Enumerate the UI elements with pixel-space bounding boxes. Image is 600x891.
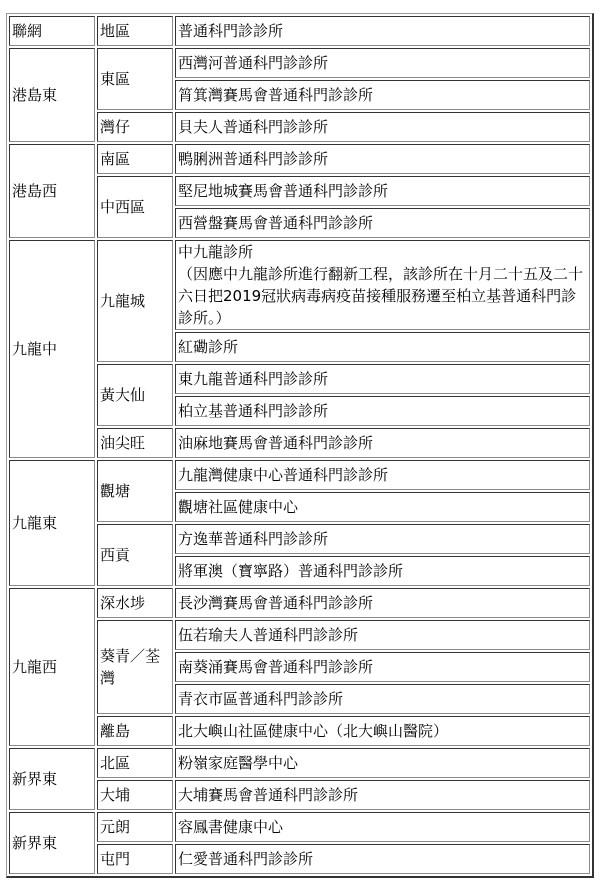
table-row	[9, 780, 590, 810]
cluster-cell: 新界東	[9, 812, 95, 874]
cluster-cell: 港島西	[9, 144, 95, 238]
clinic-cell: 大埔賽馬會普通科門診診所	[175, 780, 590, 810]
cluster-cell: 新界東	[9, 748, 95, 810]
table-row	[9, 460, 590, 490]
table-row	[9, 844, 590, 874]
district-cell: 離島	[97, 716, 173, 746]
clinic-cell: 鴨脷洲普通科門診診所	[175, 144, 590, 174]
district-cell: 元朗	[97, 812, 173, 842]
district-cell: 油尖旺	[97, 428, 173, 458]
district-cell: 東區	[97, 48, 173, 110]
clinic-cell: 油麻地賽馬會普通科門診診所	[175, 428, 590, 458]
cluster-cell: 九龍東	[9, 460, 95, 586]
clinic-cell: 南葵涌賽馬會普通科門診診所	[175, 652, 590, 682]
clinic-cell: 筲箕灣賽馬會普通科門診診所	[175, 80, 590, 110]
table-row	[9, 620, 590, 650]
table-row	[9, 240, 590, 330]
table-row	[9, 176, 590, 206]
table-row	[9, 716, 590, 746]
clinic-note: （因應中九龍診所進行翻新工程，該診所在十月二十五及二十六日把2019冠狀病毒病疫苗接種服務遷至柏立基普通科門診診所。）	[178, 265, 584, 327]
district-cell: 西貢	[97, 524, 173, 586]
clinic-cell: 方逸華普通科門診診所	[175, 524, 590, 554]
clinic-cell: 北大嶼山社區健康中心（北大嶼山醫院）	[175, 716, 590, 746]
district-cell: 北區	[97, 748, 173, 778]
district-cell: 灣仔	[97, 112, 173, 142]
table-row	[9, 112, 590, 142]
header-clinic: 普通科門診診所	[175, 16, 590, 46]
district-cell: 深水埗	[97, 588, 173, 618]
clinic-cell: 紅磡診所	[175, 332, 590, 362]
clinic-name: 中九龍診所	[178, 243, 254, 261]
table-row	[9, 812, 590, 842]
header-cluster: 聯網	[9, 16, 95, 46]
table-row	[9, 144, 590, 174]
clinic-cell: 西灣河普通科門診診所	[175, 48, 590, 78]
header-row	[9, 16, 590, 46]
header-district: 地區	[97, 16, 173, 46]
table-row	[9, 428, 590, 458]
clinic-cell: 堅尼地城賽馬會普通科門診診所	[175, 176, 590, 206]
cluster-cell: 九龍中	[9, 240, 95, 458]
clinic-cell: 九龍灣健康中心普通科門診診所	[175, 460, 590, 490]
clinic-cell: 將軍澳（寶寧路）普通科門診診所	[175, 556, 590, 586]
clinic-cell: 貝夫人普通科門診診所	[175, 112, 590, 142]
clinic-cell: 東九龍普通科門診診所	[175, 364, 590, 394]
clinic-cell: 青衣市區普通科門診診所	[175, 684, 590, 714]
clinic-cell: 柏立基普通科門診診所	[175, 396, 590, 426]
cluster-cell: 九龍西	[9, 588, 95, 746]
district-cell: 黃大仙	[97, 364, 173, 426]
clinic-table	[6, 13, 594, 878]
district-cell: 大埔	[97, 780, 173, 810]
district-cell: 觀塘	[97, 460, 173, 522]
table-row	[9, 588, 590, 618]
clinic-cell: 容鳳書健康中心	[175, 812, 590, 842]
clinic-cell: 仁愛普通科門診診所	[175, 844, 590, 874]
district-cell: 南區	[97, 144, 173, 174]
clinic-cell: 伍若瑜夫人普通科門診診所	[175, 620, 590, 650]
district-cell: 屯門	[97, 844, 173, 874]
clinic-cell: 粉嶺家庭醫學中心	[175, 748, 590, 778]
table-row	[9, 48, 590, 78]
table-row	[9, 748, 590, 778]
district-cell: 葵青／荃灣	[97, 620, 173, 714]
clinic-cell: 長沙灣賽馬會普通科門診診所	[175, 588, 590, 618]
table-row	[9, 524, 590, 554]
district-cell: 九龍城	[97, 240, 173, 362]
district-cell: 中西區	[97, 176, 173, 238]
clinic-cell: 觀塘社區健康中心	[175, 492, 590, 522]
cluster-cell: 港島東	[9, 48, 95, 142]
table-row	[9, 364, 590, 394]
clinic-cell	[175, 240, 590, 330]
clinic-cell: 西營盤賽馬會普通科門診診所	[175, 208, 590, 238]
